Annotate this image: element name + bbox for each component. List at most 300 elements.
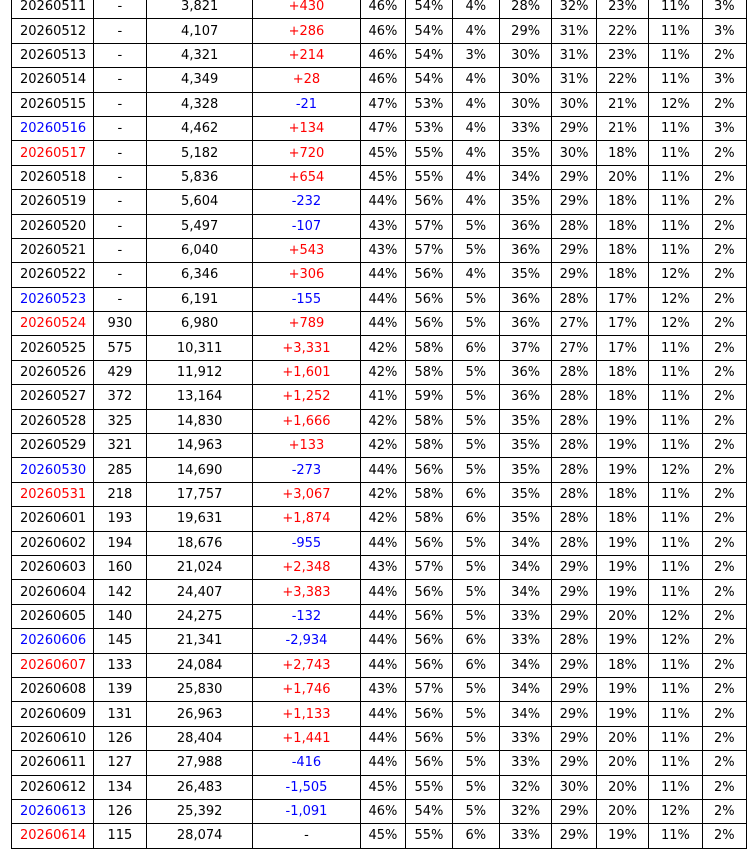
percent-cell-4: 30% — [499, 43, 551, 67]
percent-cell-3: 4% — [452, 141, 499, 165]
percent-cell-3: 5% — [452, 312, 499, 336]
value-cell-2: 4,107 — [147, 19, 253, 43]
percent-cell-1: 45% — [360, 824, 406, 848]
percent-cell-4: 35% — [499, 507, 551, 531]
percent-cell-8: 2% — [702, 92, 746, 116]
date-cell: 20260604 — [12, 580, 94, 604]
percent-cell-8: 2% — [702, 190, 746, 214]
percent-cell-8: 2% — [702, 702, 746, 726]
value-cell-2: 28,404 — [147, 726, 253, 750]
percent-cell-2: 54% — [406, 43, 453, 67]
percent-cell-3: 4% — [452, 0, 499, 19]
percent-cell-1: 46% — [360, 799, 406, 823]
percent-cell-2: 55% — [406, 775, 453, 799]
percent-cell-6: 20% — [596, 726, 648, 750]
percent-cell-4: 33% — [499, 824, 551, 848]
percent-cell-6: 18% — [596, 214, 648, 238]
percent-cell-4: 34% — [499, 677, 551, 701]
percent-cell-7: 11% — [649, 68, 702, 92]
value-cell-2: 4,321 — [147, 43, 253, 67]
percent-cell-5: 31% — [552, 68, 597, 92]
value-cell-1: 145 — [93, 629, 146, 653]
percent-cell-1: 41% — [360, 385, 406, 409]
table-row — [12, 458, 747, 482]
percent-cell-2: 58% — [406, 360, 453, 384]
value-cell-1: 126 — [93, 799, 146, 823]
percent-cell-1: 44% — [360, 531, 406, 555]
percent-cell-7: 11% — [649, 726, 702, 750]
percent-cell-6: 21% — [596, 92, 648, 116]
table-row — [12, 434, 747, 458]
percent-cell-2: 56% — [406, 702, 453, 726]
percent-cell-2: 56% — [406, 726, 453, 750]
percent-cell-6: 19% — [596, 531, 648, 555]
percent-cell-5: 31% — [552, 19, 597, 43]
date-cell: 20260530 — [12, 458, 94, 482]
percent-cell-3: 4% — [452, 263, 499, 287]
change-cell: +789 — [253, 312, 360, 336]
percent-cell-7: 11% — [649, 531, 702, 555]
percent-cell-2: 57% — [406, 238, 453, 262]
percent-cell-5: 28% — [552, 434, 597, 458]
percent-cell-6: 22% — [596, 68, 648, 92]
percent-cell-3: 5% — [452, 287, 499, 311]
percent-cell-7: 11% — [649, 824, 702, 848]
percent-cell-3: 5% — [452, 531, 499, 555]
percent-cell-1: 46% — [360, 43, 406, 67]
percent-cell-4: 33% — [499, 726, 551, 750]
percent-cell-7: 11% — [649, 434, 702, 458]
value-cell-1: 134 — [93, 775, 146, 799]
percent-cell-1: 44% — [360, 629, 406, 653]
percent-cell-7: 11% — [649, 775, 702, 799]
percent-cell-8: 2% — [702, 775, 746, 799]
table-row — [12, 116, 747, 140]
percent-cell-5: 29% — [552, 604, 597, 628]
percent-cell-1: 44% — [360, 653, 406, 677]
percent-cell-7: 11% — [649, 507, 702, 531]
percent-cell-1: 42% — [360, 360, 406, 384]
value-cell-2: 14,690 — [147, 458, 253, 482]
value-cell-2: 3,821 — [147, 0, 253, 19]
percent-cell-8: 2% — [702, 458, 746, 482]
percent-cell-3: 5% — [452, 360, 499, 384]
change-cell: - — [253, 824, 360, 848]
value-cell-2: 6,040 — [147, 238, 253, 262]
percent-cell-7: 11% — [649, 385, 702, 409]
percent-cell-7: 12% — [649, 604, 702, 628]
percent-cell-2: 56% — [406, 604, 453, 628]
value-cell-2: 18,676 — [147, 531, 253, 555]
value-cell-1: 575 — [93, 336, 146, 360]
table-row — [12, 165, 747, 189]
table-row — [12, 360, 747, 384]
change-cell: +1,252 — [253, 385, 360, 409]
change-cell: +214 — [253, 43, 360, 67]
value-cell-1: 115 — [93, 824, 146, 848]
table-row — [12, 336, 747, 360]
change-cell: +2,743 — [253, 653, 360, 677]
percent-cell-7: 11% — [649, 555, 702, 579]
change-cell: +1,441 — [253, 726, 360, 750]
value-cell-2: 4,462 — [147, 116, 253, 140]
table-row — [12, 43, 747, 67]
date-cell: 20260611 — [12, 751, 94, 775]
percent-cell-4: 29% — [499, 19, 551, 43]
percent-cell-2: 58% — [406, 507, 453, 531]
percent-cell-1: 44% — [360, 604, 406, 628]
date-cell: 20260525 — [12, 336, 94, 360]
percent-cell-3: 4% — [452, 92, 499, 116]
percent-cell-1: 44% — [360, 702, 406, 726]
percent-cell-1: 44% — [360, 287, 406, 311]
percent-cell-5: 29% — [552, 165, 597, 189]
change-cell: -1,091 — [253, 799, 360, 823]
value-cell-2: 27,988 — [147, 751, 253, 775]
percent-cell-1: 42% — [360, 482, 406, 506]
table-row — [12, 507, 747, 531]
percent-cell-2: 55% — [406, 824, 453, 848]
value-cell-1: - — [93, 116, 146, 140]
table-row — [12, 775, 747, 799]
percent-cell-6: 19% — [596, 555, 648, 579]
percent-cell-2: 56% — [406, 287, 453, 311]
percent-cell-4: 34% — [499, 653, 551, 677]
percent-cell-5: 28% — [552, 458, 597, 482]
percent-cell-7: 11% — [649, 580, 702, 604]
percent-cell-2: 53% — [406, 116, 453, 140]
change-cell: +134 — [253, 116, 360, 140]
date-cell: 20260511 — [12, 0, 94, 19]
percent-cell-4: 30% — [499, 68, 551, 92]
percent-cell-3: 6% — [452, 653, 499, 677]
percent-cell-6: 18% — [596, 507, 648, 531]
percent-cell-7: 11% — [649, 702, 702, 726]
percent-cell-1: 47% — [360, 92, 406, 116]
change-cell: +1,666 — [253, 409, 360, 433]
percent-cell-8: 2% — [702, 360, 746, 384]
percent-cell-2: 56% — [406, 263, 453, 287]
percent-cell-5: 28% — [552, 482, 597, 506]
percent-cell-3: 5% — [452, 555, 499, 579]
value-cell-2: 6,346 — [147, 263, 253, 287]
percent-cell-5: 29% — [552, 263, 597, 287]
percent-cell-6: 19% — [596, 677, 648, 701]
value-cell-1: 218 — [93, 482, 146, 506]
percent-cell-1: 43% — [360, 238, 406, 262]
value-cell-1: 160 — [93, 555, 146, 579]
percent-cell-2: 54% — [406, 799, 453, 823]
change-cell: +3,383 — [253, 580, 360, 604]
percent-cell-7: 11% — [649, 409, 702, 433]
table-row — [12, 214, 747, 238]
value-cell-2: 13,164 — [147, 385, 253, 409]
percent-cell-4: 33% — [499, 604, 551, 628]
percent-cell-5: 27% — [552, 336, 597, 360]
percent-cell-3: 4% — [452, 68, 499, 92]
percent-cell-6: 18% — [596, 385, 648, 409]
percent-cell-2: 54% — [406, 0, 453, 19]
percent-cell-4: 35% — [499, 458, 551, 482]
percent-cell-1: 42% — [360, 507, 406, 531]
change-cell: -273 — [253, 458, 360, 482]
date-cell: 20260526 — [12, 360, 94, 384]
percent-cell-4: 36% — [499, 214, 551, 238]
percent-cell-2: 56% — [406, 751, 453, 775]
table-row — [12, 604, 747, 628]
table-row — [12, 409, 747, 433]
date-cell: 20260610 — [12, 726, 94, 750]
percent-cell-7: 12% — [649, 629, 702, 653]
percent-cell-7: 11% — [649, 165, 702, 189]
percent-cell-2: 53% — [406, 92, 453, 116]
percent-cell-1: 46% — [360, 68, 406, 92]
value-cell-2: 26,963 — [147, 702, 253, 726]
percent-cell-5: 29% — [552, 677, 597, 701]
percent-cell-7: 12% — [649, 458, 702, 482]
percent-cell-2: 58% — [406, 336, 453, 360]
value-cell-1: 139 — [93, 677, 146, 701]
percent-cell-8: 2% — [702, 482, 746, 506]
percent-cell-2: 58% — [406, 482, 453, 506]
table-row — [12, 580, 747, 604]
percent-cell-6: 20% — [596, 775, 648, 799]
value-cell-1: - — [93, 238, 146, 262]
daily-stats-table — [11, 0, 747, 849]
percent-cell-1: 42% — [360, 409, 406, 433]
date-cell: 20260606 — [12, 629, 94, 653]
date-cell: 20260527 — [12, 385, 94, 409]
percent-cell-6: 17% — [596, 336, 648, 360]
percent-cell-8: 2% — [702, 751, 746, 775]
table-row — [12, 19, 747, 43]
percent-cell-8: 3% — [702, 19, 746, 43]
value-cell-1: 127 — [93, 751, 146, 775]
value-cell-2: 6,980 — [147, 312, 253, 336]
percent-cell-6: 21% — [596, 116, 648, 140]
percent-cell-6: 22% — [596, 19, 648, 43]
date-cell: 20260520 — [12, 214, 94, 238]
percent-cell-8: 2% — [702, 385, 746, 409]
percent-cell-7: 11% — [649, 0, 702, 19]
table-row — [12, 190, 747, 214]
percent-cell-6: 18% — [596, 141, 648, 165]
value-cell-2: 10,311 — [147, 336, 253, 360]
value-cell-1: - — [93, 214, 146, 238]
percent-cell-6: 18% — [596, 653, 648, 677]
table-row — [12, 141, 747, 165]
percent-cell-8: 3% — [702, 0, 746, 19]
percent-cell-7: 12% — [649, 263, 702, 287]
table-row — [12, 531, 747, 555]
percent-cell-8: 2% — [702, 507, 746, 531]
date-cell: 20260529 — [12, 434, 94, 458]
percent-cell-6: 20% — [596, 799, 648, 823]
date-cell: 20260528 — [12, 409, 94, 433]
percent-cell-5: 28% — [552, 385, 597, 409]
percent-cell-3: 5% — [452, 580, 499, 604]
value-cell-2: 5,497 — [147, 214, 253, 238]
percent-cell-1: 44% — [360, 751, 406, 775]
value-cell-2: 25,830 — [147, 677, 253, 701]
percent-cell-3: 5% — [452, 434, 499, 458]
percent-cell-8: 2% — [702, 312, 746, 336]
percent-cell-5: 27% — [552, 312, 597, 336]
table-row — [12, 482, 747, 506]
percent-cell-1: 44% — [360, 312, 406, 336]
percent-cell-3: 5% — [452, 409, 499, 433]
value-cell-2: 4,349 — [147, 68, 253, 92]
percent-cell-8: 2% — [702, 604, 746, 628]
percent-cell-3: 4% — [452, 165, 499, 189]
percent-cell-5: 30% — [552, 775, 597, 799]
percent-cell-5: 28% — [552, 507, 597, 531]
percent-cell-3: 5% — [452, 751, 499, 775]
value-cell-1: - — [93, 68, 146, 92]
table-row — [12, 68, 747, 92]
percent-cell-1: 42% — [360, 336, 406, 360]
percent-cell-7: 11% — [649, 190, 702, 214]
percent-cell-6: 19% — [596, 580, 648, 604]
percent-cell-5: 28% — [552, 360, 597, 384]
percent-cell-6: 17% — [596, 312, 648, 336]
date-cell: 20260516 — [12, 116, 94, 140]
table-row — [12, 799, 747, 823]
change-cell: -955 — [253, 531, 360, 555]
percent-cell-6: 18% — [596, 482, 648, 506]
percent-cell-3: 4% — [452, 190, 499, 214]
percent-cell-8: 2% — [702, 141, 746, 165]
value-cell-2: 5,182 — [147, 141, 253, 165]
percent-cell-8: 2% — [702, 531, 746, 555]
change-cell: +2,348 — [253, 555, 360, 579]
table-row — [12, 0, 747, 19]
percent-cell-4: 34% — [499, 580, 551, 604]
percent-cell-5: 30% — [552, 92, 597, 116]
value-cell-1: 321 — [93, 434, 146, 458]
percent-cell-3: 6% — [452, 336, 499, 360]
change-cell: +430 — [253, 0, 360, 19]
change-cell: -1,505 — [253, 775, 360, 799]
percent-cell-5: 29% — [552, 726, 597, 750]
percent-cell-1: 47% — [360, 116, 406, 140]
date-cell: 20260512 — [12, 19, 94, 43]
percent-cell-5: 32% — [552, 0, 597, 19]
table-row — [12, 726, 747, 750]
percent-cell-8: 2% — [702, 726, 746, 750]
change-cell: +133 — [253, 434, 360, 458]
value-cell-2: 19,631 — [147, 507, 253, 531]
percent-cell-5: 28% — [552, 409, 597, 433]
percent-cell-6: 20% — [596, 751, 648, 775]
value-cell-2: 14,963 — [147, 434, 253, 458]
percent-cell-4: 34% — [499, 555, 551, 579]
table-row — [12, 555, 747, 579]
percent-cell-5: 29% — [552, 555, 597, 579]
percent-cell-7: 11% — [649, 482, 702, 506]
percent-cell-6: 17% — [596, 287, 648, 311]
percent-cell-3: 5% — [452, 775, 499, 799]
percent-cell-5: 29% — [552, 824, 597, 848]
percent-cell-6: 20% — [596, 165, 648, 189]
percent-cell-3: 6% — [452, 482, 499, 506]
percent-cell-2: 56% — [406, 580, 453, 604]
value-cell-1: - — [93, 19, 146, 43]
percent-cell-7: 11% — [649, 238, 702, 262]
percent-cell-6: 18% — [596, 190, 648, 214]
percent-cell-4: 35% — [499, 190, 551, 214]
table-row — [12, 629, 747, 653]
percent-cell-2: 57% — [406, 677, 453, 701]
date-cell: 20260523 — [12, 287, 94, 311]
percent-cell-1: 46% — [360, 0, 406, 19]
percent-cell-1: 43% — [360, 214, 406, 238]
percent-cell-5: 28% — [552, 287, 597, 311]
percent-cell-5: 31% — [552, 43, 597, 67]
value-cell-2: 26,483 — [147, 775, 253, 799]
value-cell-1: 285 — [93, 458, 146, 482]
value-cell-1: - — [93, 190, 146, 214]
change-cell: +286 — [253, 19, 360, 43]
table-body — [12, 0, 747, 848]
date-cell: 20260613 — [12, 799, 94, 823]
percent-cell-7: 11% — [649, 43, 702, 67]
percent-cell-4: 34% — [499, 531, 551, 555]
percent-cell-2: 56% — [406, 458, 453, 482]
percent-cell-1: 43% — [360, 555, 406, 579]
percent-cell-7: 11% — [649, 677, 702, 701]
percent-cell-8: 2% — [702, 43, 746, 67]
value-cell-1: - — [93, 0, 146, 19]
percent-cell-2: 57% — [406, 555, 453, 579]
percent-cell-6: 18% — [596, 360, 648, 384]
percent-cell-6: 19% — [596, 629, 648, 653]
value-cell-2: 5,836 — [147, 165, 253, 189]
value-cell-2: 11,912 — [147, 360, 253, 384]
table-row — [12, 702, 747, 726]
percent-cell-7: 12% — [649, 312, 702, 336]
percent-cell-3: 3% — [452, 43, 499, 67]
percent-cell-7: 12% — [649, 287, 702, 311]
value-cell-1: 194 — [93, 531, 146, 555]
percent-cell-8: 2% — [702, 238, 746, 262]
percent-cell-4: 34% — [499, 165, 551, 189]
date-cell: 20260515 — [12, 92, 94, 116]
percent-cell-6: 19% — [596, 434, 648, 458]
percent-cell-5: 29% — [552, 799, 597, 823]
percent-cell-8: 2% — [702, 409, 746, 433]
percent-cell-3: 5% — [452, 604, 499, 628]
percent-cell-7: 11% — [649, 751, 702, 775]
percent-cell-7: 11% — [649, 19, 702, 43]
table-row — [12, 385, 747, 409]
percent-cell-3: 5% — [452, 458, 499, 482]
percent-cell-3: 5% — [452, 702, 499, 726]
value-cell-2: 4,328 — [147, 92, 253, 116]
percent-cell-4: 30% — [499, 92, 551, 116]
percent-cell-3: 5% — [452, 214, 499, 238]
percent-cell-5: 29% — [552, 190, 597, 214]
value-cell-1: 140 — [93, 604, 146, 628]
change-cell: +543 — [253, 238, 360, 262]
value-cell-2: 17,757 — [147, 482, 253, 506]
table-row — [12, 677, 747, 701]
change-cell: +306 — [253, 263, 360, 287]
percent-cell-3: 4% — [452, 116, 499, 140]
percent-cell-3: 6% — [452, 629, 499, 653]
percent-cell-8: 2% — [702, 434, 746, 458]
table-row — [12, 751, 747, 775]
